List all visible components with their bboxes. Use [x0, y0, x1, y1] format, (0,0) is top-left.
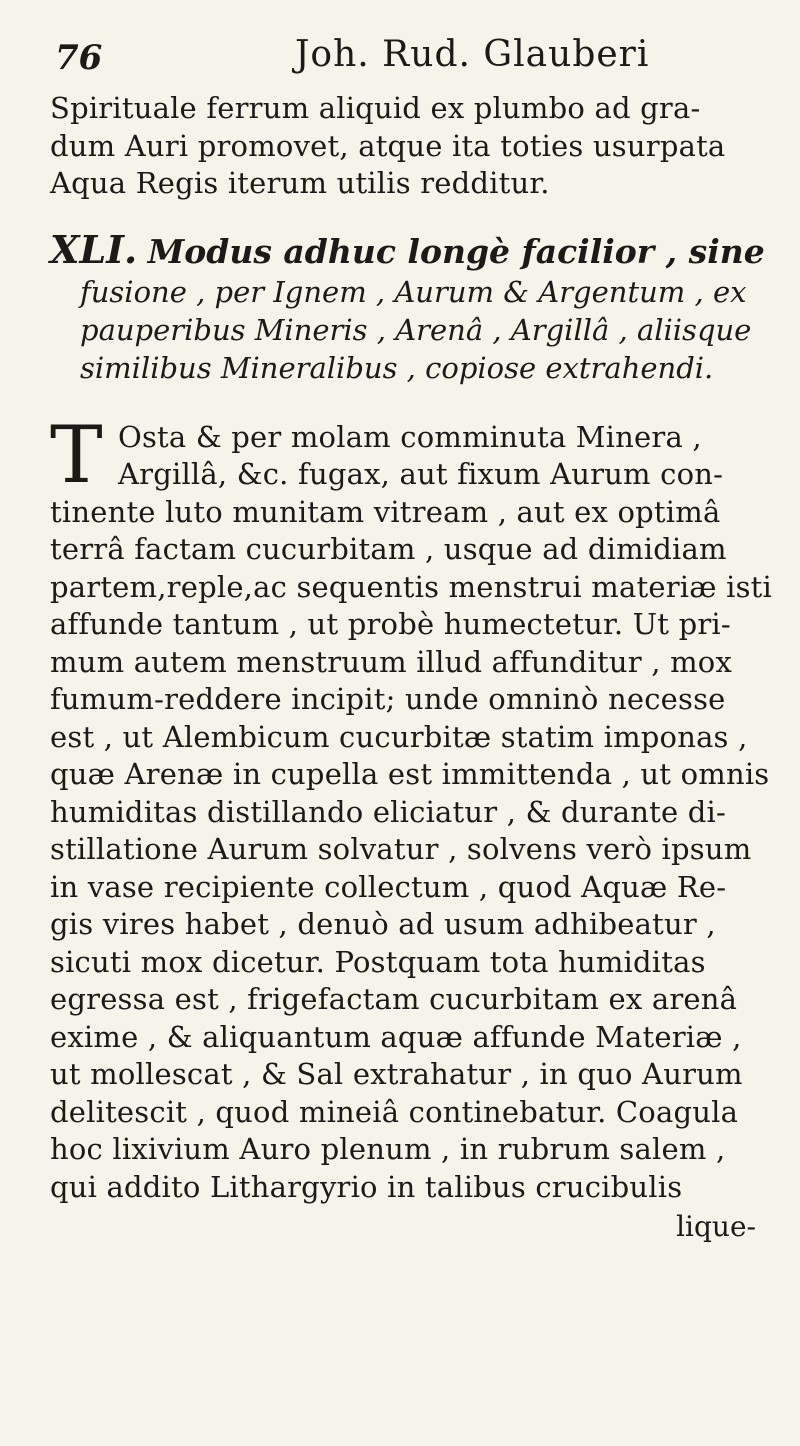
text-line: fumum-reddere incipit; unde omninò necesse [50, 682, 726, 716]
running-head: Joh. Rud. Glauberi [295, 34, 650, 75]
text-line: gis vires habet , denuò ad usum adhibeatur , [50, 907, 716, 941]
text-line: sicuti mox dicetur. Postquam tota humiditas [50, 944, 706, 979]
catchword: lique- [676, 1210, 756, 1243]
page-header [50, 28, 780, 90]
section-title-line: similibus Mineralibus , copiose extrahendi. [80, 350, 714, 385]
drop-cap-block [50, 408, 780, 501]
text-line: Aqua Regis iterum utilis redditur. [50, 166, 550, 200]
book-page [50, 28, 780, 1418]
section-numeral: XLI. [50, 226, 138, 272]
text-line: ut mollescat , & Sal extrahatur , in quo Aurum [50, 1057, 743, 1091]
text-line: qui addito Lithargyrio in talibus crucibulis [50, 1169, 683, 1204]
text-line: egressa est , frigefactam cucurbitam ex arenâ [50, 982, 738, 1016]
text-line: exime , & aliquantum aquæ affunde Materiæ , [50, 1019, 742, 1054]
section-title-text: Modus adhuc longè facilior , sine [147, 231, 765, 271]
text-line: partem,reple,ac sequentis menstrui materiæ isti [50, 569, 773, 604]
text-line: humiditas distillando eliciatur , & durante di- [50, 794, 726, 829]
text-line: est , ut Alembicum cucurbitæ statim imponas , [50, 719, 748, 754]
text-line: in vase recipiente collectum , quod Aquæ Re- [50, 869, 727, 904]
section-title-line [50, 226, 780, 273]
text-line: hoc lixivium Auro plenum , in rubrum salem , [50, 1132, 726, 1166]
text-line: Osta & per molam comminuta Minera , [118, 419, 702, 454]
text-line: quæ Arenæ in cupella est immittenda , ut omnis [50, 757, 770, 791]
text-line: dum Auri promovet, atque ita toties usurpata [50, 128, 726, 163]
page-number: 76 [55, 38, 103, 78]
section-title-line: pauperibus Mineris , Arenâ , Argillâ , aliisque [80, 312, 752, 347]
drop-cap: T [50, 408, 103, 501]
text-line: terrâ factam cucurbitam , usque ad dimidiam [50, 532, 727, 566]
section-title-line: fusione , per Ignem , Aurum & Argentum , ex [80, 274, 747, 309]
intro-paragraph [50, 90, 780, 203]
main-paragraph [50, 408, 780, 1207]
text-line: Spirituale ferrum aliquid ex plumbo ad gra- [50, 91, 701, 125]
text-line: affunde tantum , ut probè humectetur. Ut pri- [50, 607, 731, 641]
text-line: Argillâ, &c. fugax, aut fixum Aurum con- [118, 457, 724, 491]
text-line: tinente luto munitam vitream , aut ex optimâ [50, 494, 721, 529]
text-line: delitescit , quod mineiâ continebatur. Coagula [50, 1094, 739, 1129]
text-line: mum autem menstruum illud affunditur , mox [50, 644, 732, 679]
text-line: stillatione Aurum solvatur , solvens verò ipsum [50, 832, 752, 866]
section-heading [50, 226, 780, 387]
